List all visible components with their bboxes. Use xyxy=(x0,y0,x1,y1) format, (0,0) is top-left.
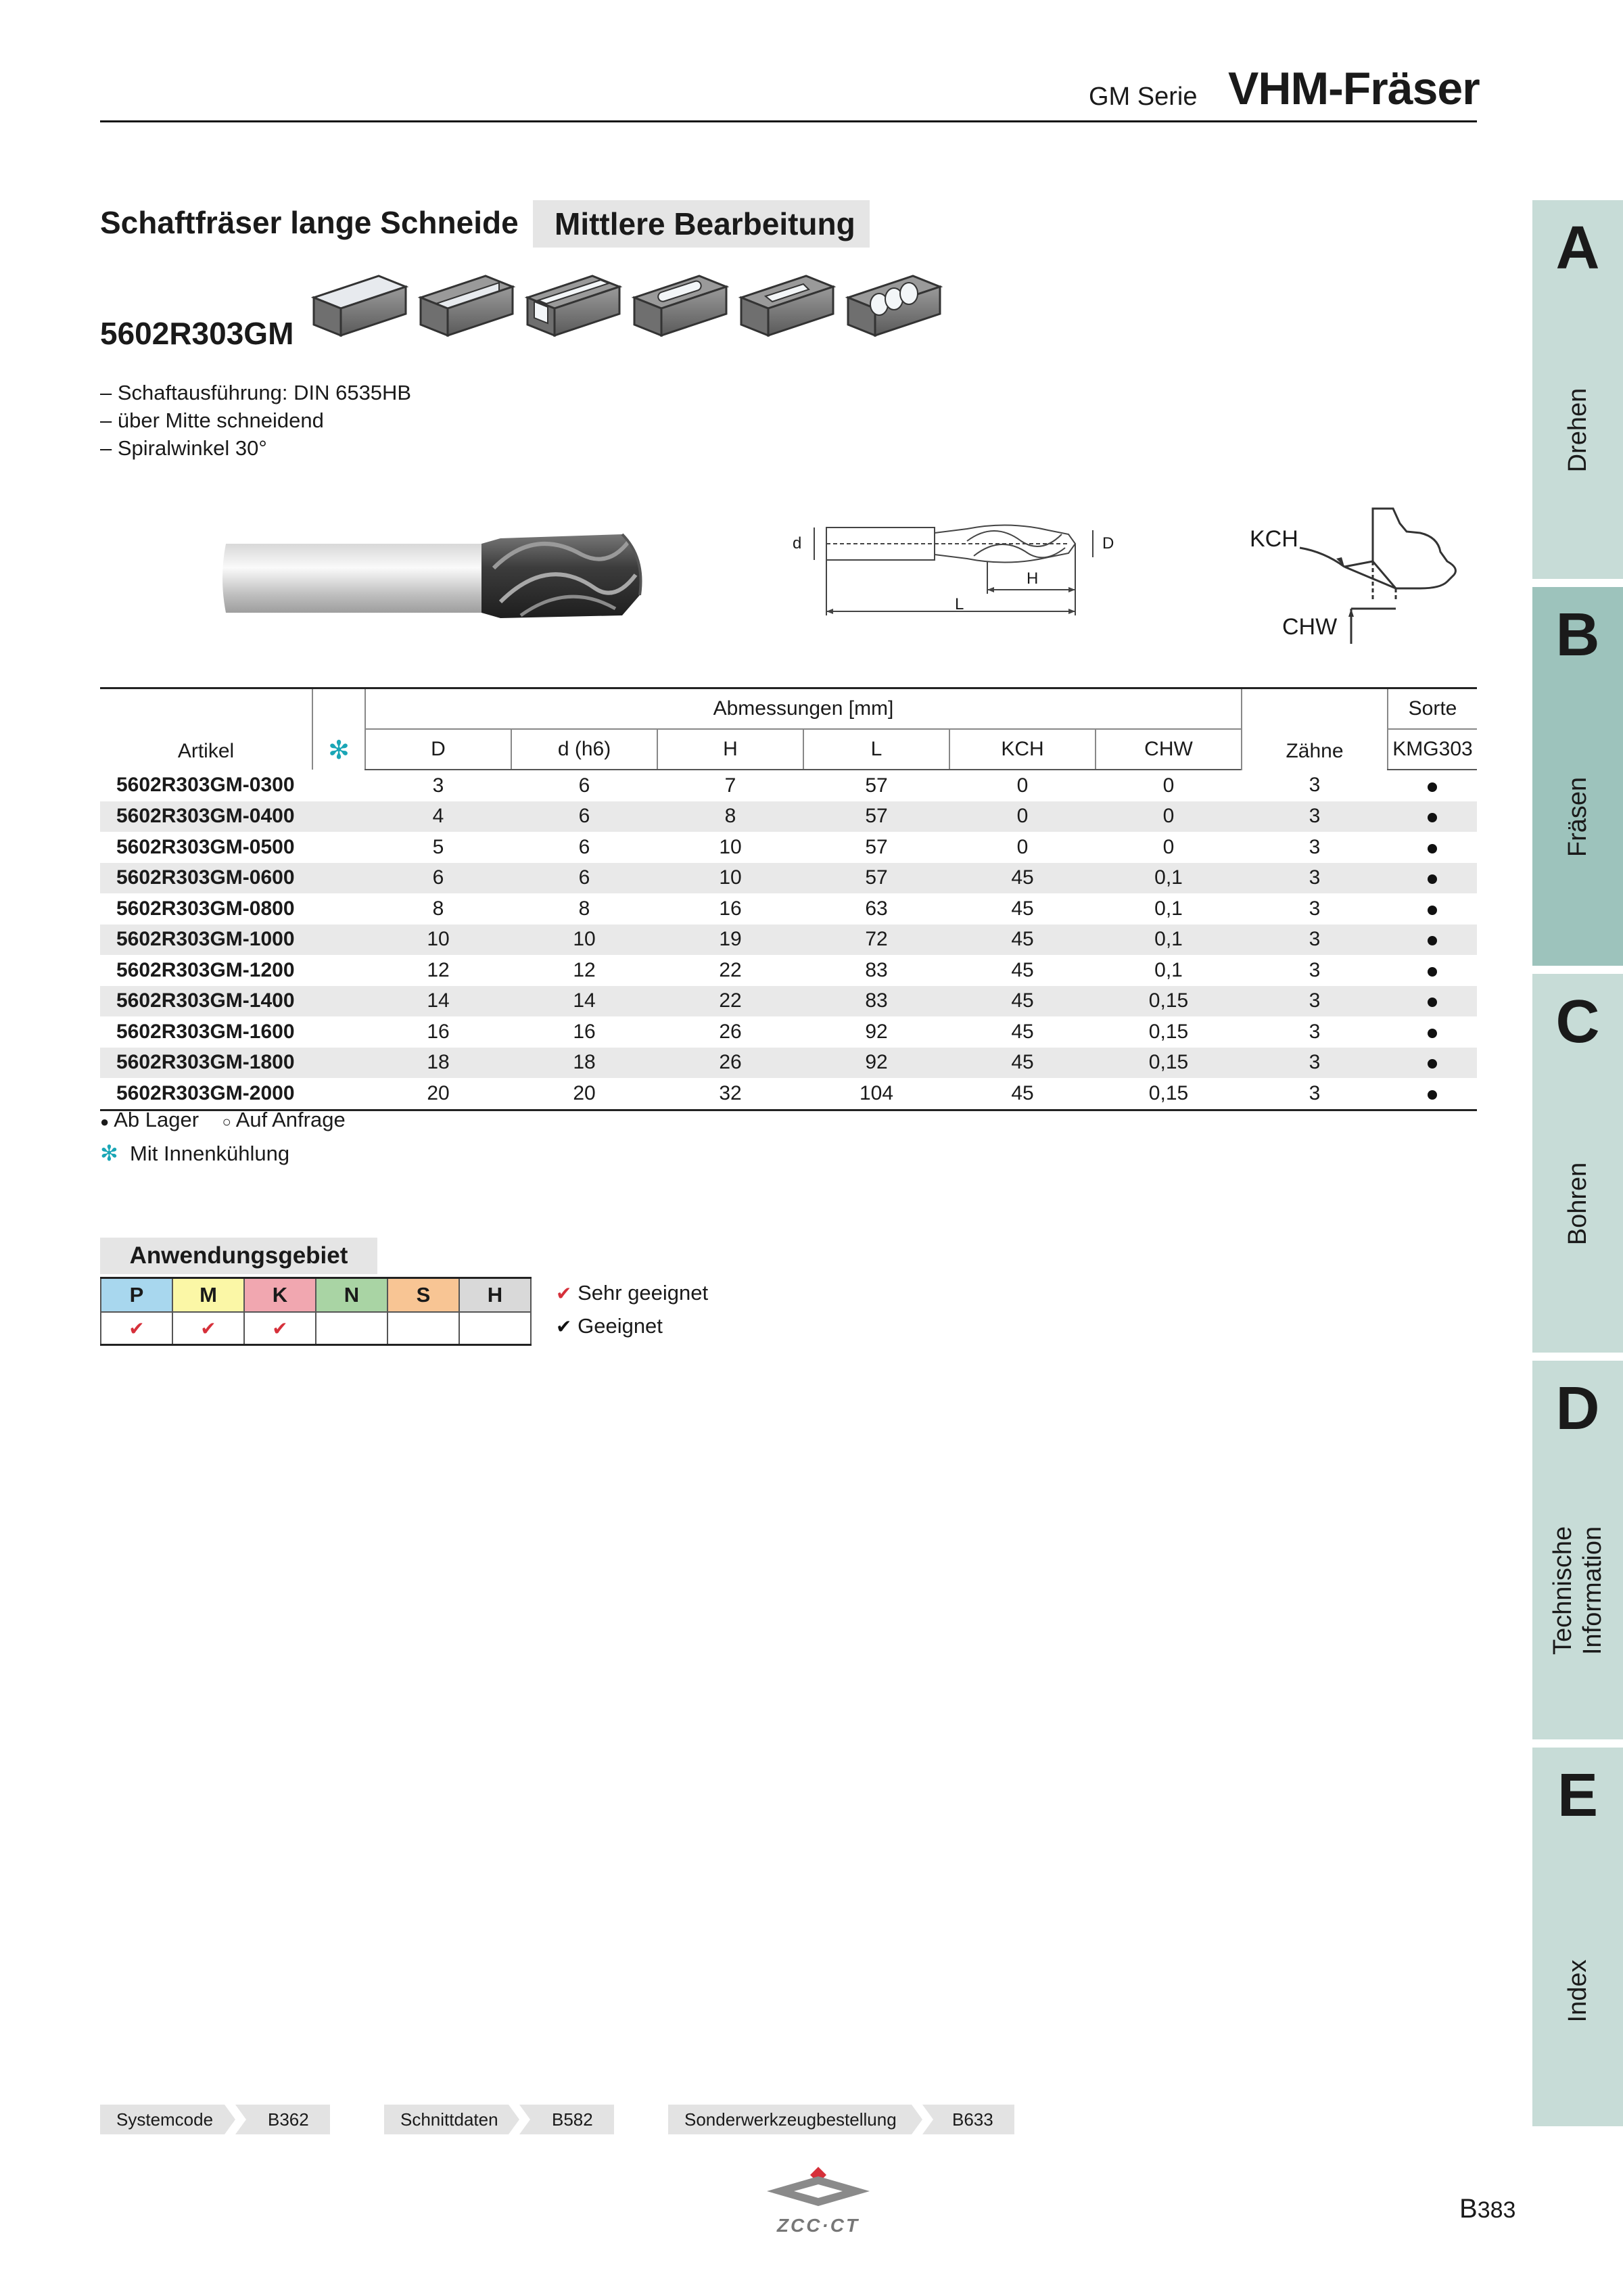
table-row xyxy=(100,832,1477,863)
d-h6-cell: 18 xyxy=(511,1048,657,1079)
d-h6-cell: 6 xyxy=(511,863,657,894)
teeth-cell: 3 xyxy=(1309,835,1321,858)
stock-cell xyxy=(1388,863,1477,894)
kch-cell: 45 xyxy=(1011,958,1034,981)
h-cell: 8 xyxy=(657,801,803,833)
machining-badge: Mittlere Bearbeitung xyxy=(533,200,870,248)
page-number xyxy=(1459,2194,1515,2224)
material-h: H xyxy=(459,1278,531,1313)
feature-list xyxy=(100,379,411,462)
tab-letter: B xyxy=(1555,601,1600,669)
dim-H-label: H xyxy=(1027,569,1039,588)
article-cell: 5602R303GM-1400 xyxy=(100,986,312,1017)
chw-label: CHW xyxy=(1282,614,1338,640)
chw-cell: 0,1 xyxy=(1096,924,1242,956)
col-zaehne: Zähne xyxy=(1242,688,1388,770)
in-stock-dot-icon xyxy=(1428,844,1437,853)
header-rule xyxy=(100,120,1477,122)
chw-cell: 0,15 xyxy=(1096,986,1242,1017)
l-cell: 63 xyxy=(865,897,888,920)
table-row xyxy=(100,986,1477,1017)
chevron-right-icon xyxy=(225,2105,246,2134)
chevron-right-icon xyxy=(509,2105,530,2134)
in-stock-dot-icon xyxy=(1428,1029,1437,1038)
table-row xyxy=(100,1078,1477,1110)
stock-cell xyxy=(1388,955,1477,986)
table-row xyxy=(100,863,1477,894)
d-cap-cell: 5 xyxy=(432,835,444,858)
coolant-cell xyxy=(312,1048,365,1079)
l-cell: 83 xyxy=(803,986,949,1017)
on-request-label: Auf Anfrage xyxy=(235,1108,346,1131)
dim-d-label: d xyxy=(793,534,802,553)
tab-bohren[interactable] xyxy=(1532,974,1623,1353)
kch-cell: 0 xyxy=(1016,835,1029,858)
h-cell: 22 xyxy=(719,958,742,981)
table-row xyxy=(100,770,1477,801)
h-cell: 10 xyxy=(657,863,803,894)
article-number: 5602R303GM xyxy=(100,316,294,351)
d-h6-cell: 6 xyxy=(578,835,590,858)
l-cell: 83 xyxy=(865,958,888,981)
stock-cell xyxy=(1388,801,1477,833)
chw-cell: 0 xyxy=(1162,774,1175,797)
table-row xyxy=(100,801,1477,833)
coolant-cell xyxy=(312,924,365,956)
in-stock-dot-icon xyxy=(1428,813,1437,822)
material-s: S xyxy=(387,1278,459,1313)
stock-cell xyxy=(1388,1048,1477,1079)
tab-index[interactable] xyxy=(1532,1748,1623,2126)
col-KCH: KCH xyxy=(949,729,1096,770)
kch-cell: 45 xyxy=(949,863,1096,894)
coolant-cell xyxy=(312,986,365,1017)
chw-cell: 0,1 xyxy=(1096,863,1242,894)
end-mill-photo xyxy=(216,514,656,642)
article-cell: 5602R303GM-1000 xyxy=(100,924,312,956)
l-cell: 57 xyxy=(803,863,949,894)
coolant-legend xyxy=(100,1140,289,1166)
material-k: K xyxy=(244,1278,316,1313)
logo-text: ZCC·CT xyxy=(776,2215,860,2236)
l-cell: 57 xyxy=(803,801,949,833)
footer-ref-schnittdaten[interactable] xyxy=(384,2105,614,2134)
chw-cell: 0,15 xyxy=(1096,1078,1242,1110)
h-cell: 26 xyxy=(657,1048,803,1079)
chw-cell: 0 xyxy=(1096,801,1242,833)
coolant-cell xyxy=(312,955,365,986)
coolant-cell xyxy=(312,1016,365,1048)
d-cap-cell: 4 xyxy=(365,801,511,833)
d-cap-cell: 14 xyxy=(365,986,511,1017)
teeth-cell: 3 xyxy=(1309,774,1321,797)
d-h6-cell: 16 xyxy=(573,1020,596,1043)
table-header-row xyxy=(100,688,1477,730)
dimension-drawing xyxy=(784,514,1123,629)
h-cell: 22 xyxy=(657,986,803,1017)
material-rating-row xyxy=(101,1312,531,1345)
coolant-cell xyxy=(312,832,365,863)
in-stock-dot-icon: ● xyxy=(100,1113,110,1130)
page-title: VHM-Fräser xyxy=(1228,63,1480,114)
face-milling-icon xyxy=(314,276,406,335)
chevron-right-icon xyxy=(912,2105,933,2134)
material-p: P xyxy=(101,1278,172,1313)
material-n: N xyxy=(316,1278,387,1313)
teeth-cell: 3 xyxy=(1242,986,1388,1017)
d-h6-cell: 12 xyxy=(573,958,596,981)
material-rating-cell xyxy=(459,1312,531,1345)
material-rating-cell xyxy=(387,1312,459,1345)
d-h6-cell: 6 xyxy=(578,774,590,797)
suitable-label: Geeignet xyxy=(578,1314,663,1338)
stock-cell xyxy=(1388,770,1477,801)
kch-cell: 45 xyxy=(949,986,1096,1017)
teeth-cell: 3 xyxy=(1242,1048,1388,1079)
shoulder-milling-icon xyxy=(421,276,513,335)
l-cell: 92 xyxy=(803,1048,949,1079)
tab-letter: C xyxy=(1555,988,1600,1056)
chamfer-drawing xyxy=(1244,494,1474,656)
footer-ref-systemcode[interactable] xyxy=(100,2105,330,2134)
footer-ref-sonderwerkzeug[interactable] xyxy=(668,2105,1014,2134)
footer-ref-label: Sonderwerkzeugbestellung xyxy=(684,2109,897,2130)
teeth-cell: 3 xyxy=(1242,801,1388,833)
dim-L-label: L xyxy=(955,595,964,613)
h-cell: 32 xyxy=(657,1078,803,1110)
teeth-cell: 3 xyxy=(1242,924,1388,956)
article-cell: 5602R303GM-0800 xyxy=(116,897,295,920)
h-cell: 19 xyxy=(657,924,803,956)
tab-label: Bohren xyxy=(1563,1162,1592,1246)
coolant-label: Mit Innenkühlung xyxy=(130,1142,290,1165)
h-cell: 10 xyxy=(719,835,742,858)
col-D: D xyxy=(365,729,511,770)
table-row xyxy=(100,924,1477,956)
chw-cell: 0,1 xyxy=(1154,958,1183,981)
teeth-cell: 3 xyxy=(1309,897,1321,920)
d-h6-cell: 20 xyxy=(511,1078,657,1110)
h-cell: 26 xyxy=(719,1020,742,1043)
l-cell: 57 xyxy=(865,774,888,797)
operation-icons xyxy=(311,269,954,345)
col-L: L xyxy=(803,729,949,770)
material-rating-cell xyxy=(244,1312,316,1345)
kch-cell: 45 xyxy=(949,1078,1096,1110)
d-cap-cell: 6 xyxy=(365,863,511,894)
pocket-slot-icon xyxy=(634,276,726,335)
in-stock-dot-icon xyxy=(1428,936,1437,945)
teeth-cell: 3 xyxy=(1309,958,1321,981)
article-cell: 5602R303GM-0300 xyxy=(116,774,295,797)
d-cap-cell: 16 xyxy=(427,1020,450,1043)
tab-letter: A xyxy=(1555,214,1600,282)
article-cell: 5602R303GM-2000 xyxy=(100,1078,312,1110)
zcc-ct-logo xyxy=(764,2164,872,2239)
tab-fraesen[interactable] xyxy=(1532,587,1623,966)
article-cell: 5602R303GM-1600 xyxy=(116,1020,295,1043)
kch-label: KCH xyxy=(1250,526,1298,552)
tab-label: Fräsen xyxy=(1563,776,1592,858)
material-header-row xyxy=(101,1278,531,1313)
teeth-cell: 3 xyxy=(1309,1020,1321,1043)
table-row xyxy=(100,955,1477,986)
footer-ref-page: B362 xyxy=(268,2109,309,2130)
slot-milling-icon xyxy=(527,276,619,335)
chw-cell: 0,1 xyxy=(1154,897,1183,920)
d-cap-cell: 20 xyxy=(365,1078,511,1110)
h-cell: 7 xyxy=(724,774,736,797)
coolant-cell xyxy=(312,863,365,894)
d-cap-cell: 12 xyxy=(427,958,450,981)
coolant-cell xyxy=(312,893,365,924)
dimensions-group-header: Abmessungen [mm] xyxy=(365,688,1242,730)
material-m: M xyxy=(172,1278,244,1313)
sorte-header: Sorte xyxy=(1388,688,1477,730)
kch-cell: 45 xyxy=(1011,1020,1034,1043)
d-cap-cell: 18 xyxy=(365,1048,511,1079)
kch-cell: 45 xyxy=(949,924,1096,956)
tab-letter: D xyxy=(1555,1375,1600,1443)
material-rating-cell xyxy=(101,1312,172,1345)
product-subtitle: Schaftfräser lange Schneide xyxy=(100,205,519,240)
very-suitable-check-icon: ✔ xyxy=(128,1318,145,1339)
table-row xyxy=(100,1048,1477,1079)
in-stock-dot-icon xyxy=(1428,1059,1437,1069)
page-prefix: B xyxy=(1459,2194,1478,2224)
d-h6-cell: 8 xyxy=(578,897,590,920)
col-artikel: Artikel xyxy=(100,688,312,770)
stock-cell xyxy=(1388,924,1477,956)
article-cell: 5602R303GM-0400 xyxy=(100,801,312,833)
tab-label: Drehen xyxy=(1563,388,1592,473)
kch-cell: 0 xyxy=(949,801,1096,833)
kch-cell: 45 xyxy=(949,1048,1096,1079)
very-suitable-check-icon: ✔ xyxy=(556,1283,572,1304)
l-cell: 57 xyxy=(865,835,888,858)
col-grade: KMG303 xyxy=(1388,729,1477,770)
very-suitable-check-icon: ✔ xyxy=(272,1318,288,1339)
stock-legend xyxy=(100,1108,346,1132)
chw-cell: 0,15 xyxy=(1096,1048,1242,1079)
coolant-cell xyxy=(312,801,365,833)
stock-cell xyxy=(1388,893,1477,924)
d-cap-cell: 10 xyxy=(365,924,511,956)
dim-D-label: D xyxy=(1102,534,1114,553)
chw-cell: 0,15 xyxy=(1148,1020,1189,1043)
l-cell: 92 xyxy=(865,1020,888,1043)
very-suitable-label: Sehr geeignet xyxy=(578,1281,709,1305)
in-stock-dot-icon xyxy=(1428,874,1437,884)
stock-cell xyxy=(1388,832,1477,863)
stock-cell xyxy=(1388,1078,1477,1110)
article-cell: 5602R303GM-0600 xyxy=(100,863,312,894)
on-request-circle-icon: ○ xyxy=(222,1113,231,1130)
tab-label: Index xyxy=(1563,1959,1592,2023)
suitable-check-icon: ✔ xyxy=(556,1316,572,1337)
plunge-milling-icon xyxy=(848,276,940,335)
very-suitable-check-icon: ✔ xyxy=(200,1318,216,1339)
page-num: 383 xyxy=(1477,2197,1516,2223)
material-rating-cell xyxy=(172,1312,244,1345)
tab-letter: E xyxy=(1557,1762,1599,1829)
footer-ref-page: B633 xyxy=(952,2109,993,2130)
tab-label: Technische Information xyxy=(1549,1526,1607,1655)
d-cap-cell: 3 xyxy=(432,774,444,797)
spec-table xyxy=(100,687,1477,1111)
feature-item: – Spiralwinkel 30° xyxy=(100,436,267,460)
coolant-cell xyxy=(312,1078,365,1110)
table-row xyxy=(100,893,1477,924)
l-cell: 72 xyxy=(803,924,949,956)
suitability-legend xyxy=(556,1277,708,1343)
article-cell: 5602R303GM-0500 xyxy=(116,835,295,858)
application-title: Anwendungsgebiet xyxy=(100,1238,377,1274)
tab-drehen[interactable] xyxy=(1532,200,1623,579)
col-CHW: CHW xyxy=(1096,729,1242,770)
table-row xyxy=(100,1016,1477,1048)
ramping-icon xyxy=(741,276,833,335)
material-table xyxy=(100,1277,532,1346)
coolant-column-icon: ✻ xyxy=(312,688,365,770)
feature-item: – über Mitte schneidend xyxy=(100,408,324,432)
tab-technische-information[interactable] xyxy=(1532,1361,1623,1739)
footer-ref-label: Systemcode xyxy=(116,2109,214,2130)
teeth-cell: 3 xyxy=(1242,863,1388,894)
in-stock-dot-icon xyxy=(1428,967,1437,977)
in-stock-dot-icon xyxy=(1428,1090,1437,1100)
d-cap-cell: 8 xyxy=(432,897,444,920)
col-d-h6: d (h6) xyxy=(511,729,657,770)
kch-cell: 0 xyxy=(1016,774,1029,797)
feature-item: – Schaftausführung: DIN 6535HB xyxy=(100,381,412,404)
coolant-icon: ✻ xyxy=(100,1141,118,1165)
footer-ref-label: Schnittdaten xyxy=(400,2109,498,2130)
stock-cell xyxy=(1388,1016,1477,1048)
article-cell: 5602R303GM-1800 xyxy=(100,1048,312,1079)
article-cell: 5602R303GM-1200 xyxy=(116,958,295,981)
in-stock-dot-icon xyxy=(1428,906,1437,915)
d-h6-cell: 6 xyxy=(511,801,657,833)
series-label: GM Serie xyxy=(1089,83,1198,111)
footer-ref-page: B582 xyxy=(552,2109,593,2130)
material-rating-cell xyxy=(316,1312,387,1345)
col-H: H xyxy=(657,729,803,770)
l-cell: 104 xyxy=(803,1078,949,1110)
h-cell: 16 xyxy=(719,897,742,920)
in-stock-dot-icon xyxy=(1428,782,1437,792)
chw-cell: 0 xyxy=(1162,835,1175,858)
d-h6-cell: 10 xyxy=(511,924,657,956)
in-stock-dot-icon xyxy=(1428,998,1437,1007)
stock-cell xyxy=(1388,986,1477,1017)
coolant-cell xyxy=(312,770,365,801)
kch-cell: 45 xyxy=(1011,897,1034,920)
d-h6-cell: 14 xyxy=(511,986,657,1017)
in-stock-label: Ab Lager xyxy=(114,1108,199,1131)
teeth-cell: 3 xyxy=(1242,1078,1388,1110)
